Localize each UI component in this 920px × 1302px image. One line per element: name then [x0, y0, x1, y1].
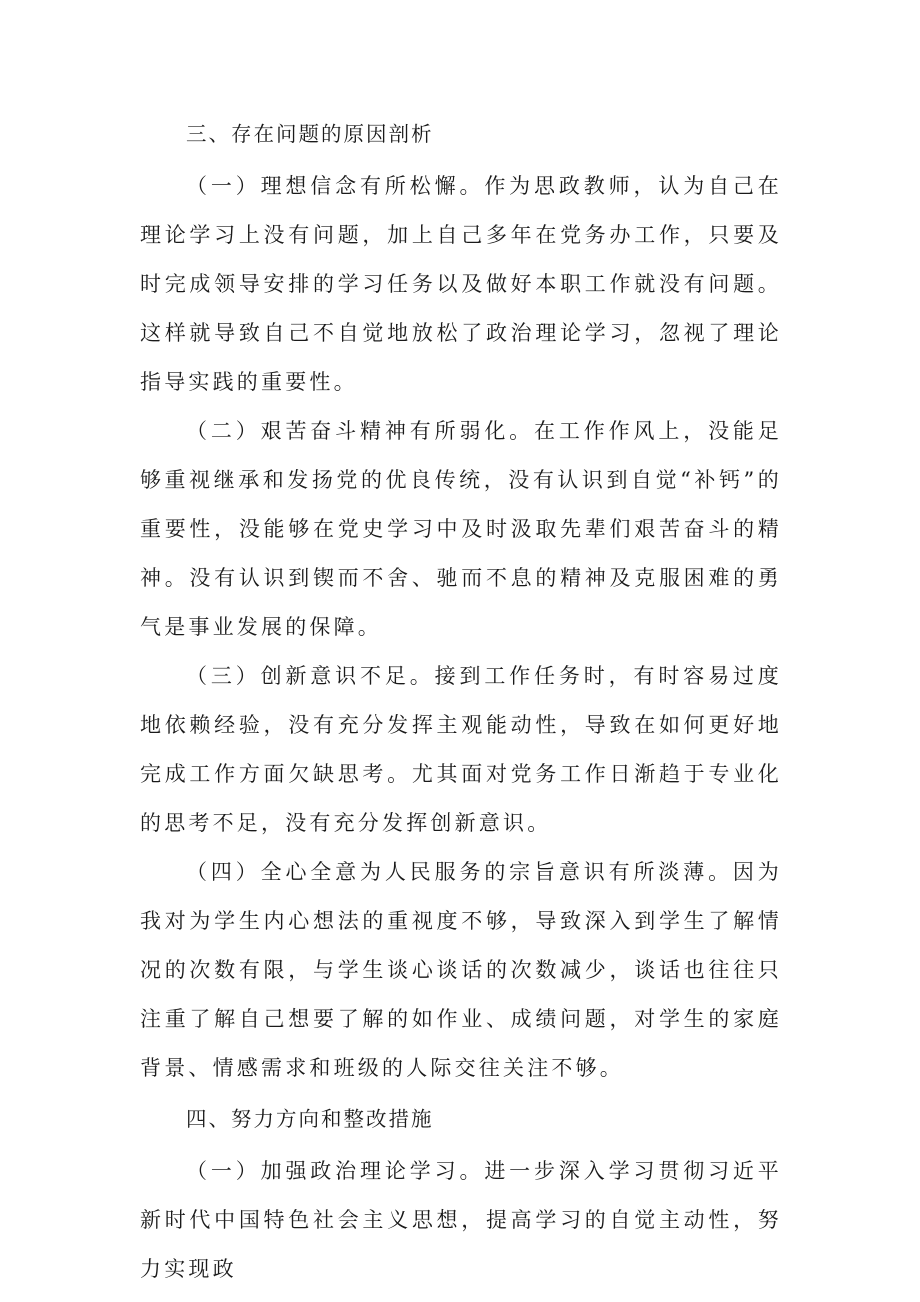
document-body: [140, 110, 782, 1294]
paragraph-political-study: （一）加强政治理论学习。进一步深入学习贯彻习近平新时代中国特色社会主义思想，提高学习的自觉主动性，努力实现政: [140, 1159, 782, 1281]
section-heading-measures: 四、努力方向和整改措施: [186, 1107, 434, 1131]
paragraph-hard-work-spirit: （二）艰苦奋斗精神有所弱化。在工作作风上，没能足够重视继承和发扬党的优良传统，没有认识到自觉“补钙”的重要性，没能够在党史学习中及时汲取先辈们艰苦奋斗的精神。没有认识到锲而不舍、驰而不息的精神及克服困难的勇气是事业发展的保障。: [140, 419, 782, 639]
section-heading-causes: 三、存在问题的原因剖析: [186, 122, 434, 146]
paragraph-ideals-beliefs: （一）理想信念有所松懈。作为思政教师，认为自己在理论学习上没有问题，加上自己多年在党务办工作，只要及时完成领导安排的学习任务以及做好本职工作就没有问题。这样就导致自己不自觉地放松了政治理论学习，忽视了理论指导实践的重要性。: [140, 174, 782, 394]
paragraph-innovation-awareness: （三）创新意识不足。接到工作任务时，有时容易过度地依赖经验，没有充分发挥主观能动性，导致在如何更好地完成工作方面欠缺思考。尤其面对党务工作日渐趋于专业化的思考不足，没有充分发挥创新意识。: [140, 664, 782, 835]
paragraph-serve-people: （四）全心全意为人民服务的宗旨意识有所淡薄。因为我对为学生内心想法的重视度不够，导致深入到学生了解情况的次数有限，与学生谈心谈话的次数减少，谈话也往往只注重了解自己想要了解的如作业、成绩问题，对学生的家庭背景、情感需求和班级的人际交往关注不够。: [140, 860, 782, 1080]
